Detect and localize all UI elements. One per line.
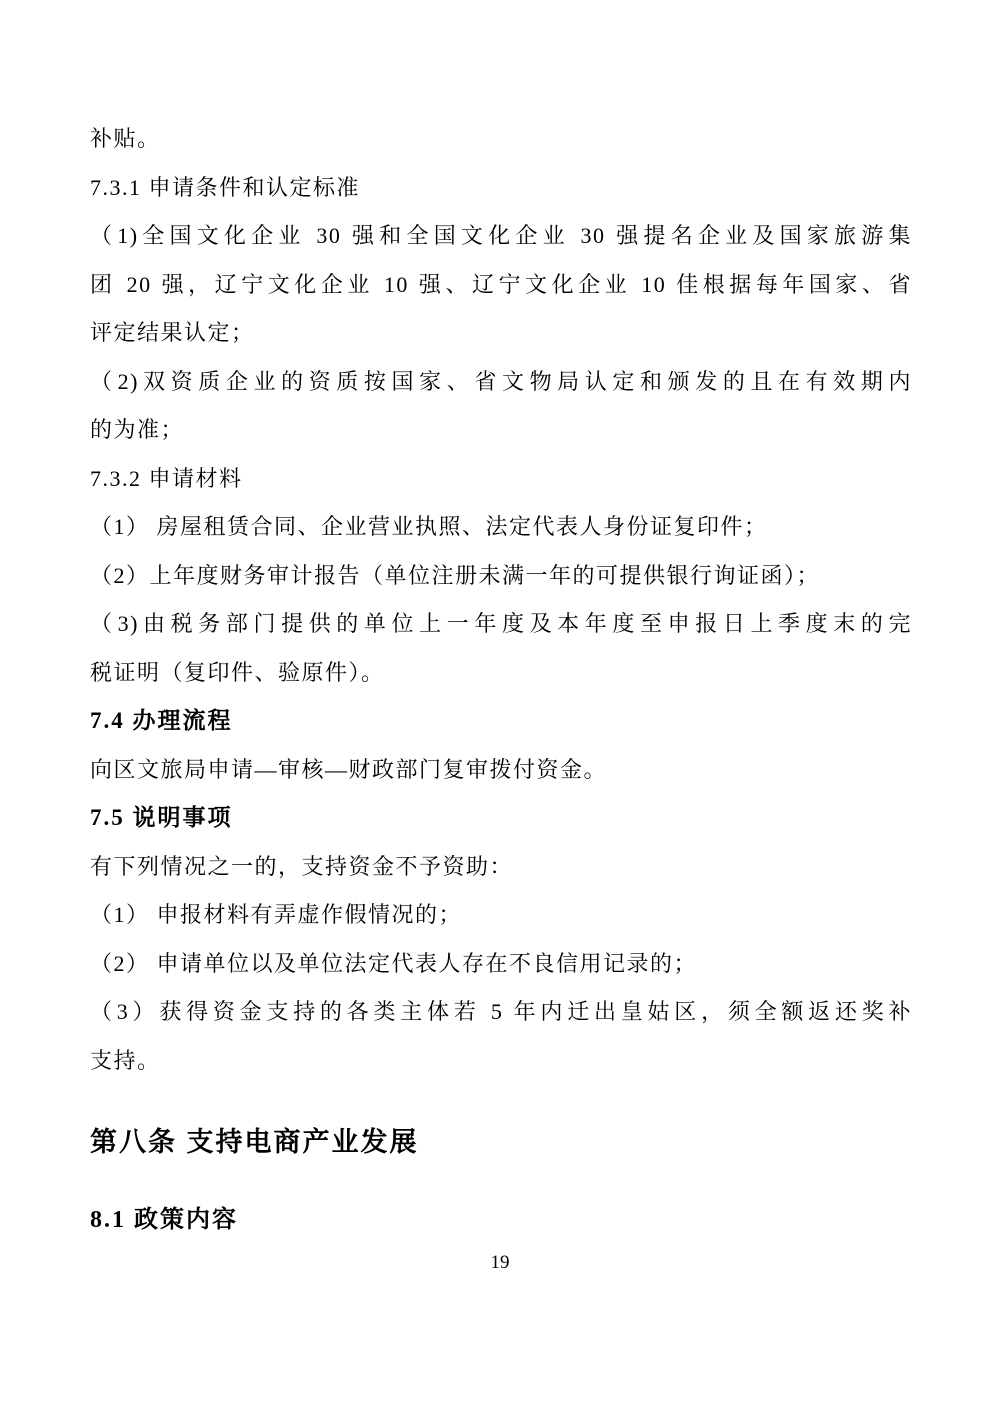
- text-line: 支持。: [90, 1047, 161, 1073]
- text-line: （3）获得资金支持的各类主体若 5 年内迁出皇姑区，须全额返还奖补: [90, 999, 912, 1024]
- chapter-heading: 第八条 支持电商产业发展: [90, 1127, 419, 1157]
- text-line: （1） 申报材料有弄虚作假情况的；: [90, 902, 463, 927]
- text-line: 税证明（复印件、验原件）。: [90, 659, 385, 685]
- text-line: 评定结果认定；: [90, 320, 255, 345]
- text-line: （2） 申请单位以及单位法定代表人存在不良信用记录的；: [90, 950, 698, 976]
- text-line-numbered-heading: 7.3.1 申请条件和认定标准: [90, 174, 361, 200]
- subsection-heading: 7.5 说明事项: [90, 805, 233, 830]
- text-line: （1） 房屋租赁合同、企业营业执照、法定代表人身份证复印件；: [90, 514, 768, 539]
- text-line-numbered-heading: 7.3.2 申请材料: [90, 465, 243, 491]
- text-line: 向区文旅局申请—审核—财政部门复审拨付资金。: [90, 756, 608, 782]
- text-line: 有下列情况之一的，支持资金不予资助：: [90, 853, 514, 879]
- text-line: （2）上年度财务审计报告（单位注册未满一年的可提供银行询证函）；: [90, 562, 821, 588]
- text-line: 的为准；: [90, 417, 185, 442]
- text-line: 补贴。: [90, 126, 161, 151]
- document-body: [90, 115, 912, 1085]
- text-line: 团 20 强，辽宁文化企业 10 强、辽宁文化企业 10 佳根据每年国家、省: [90, 271, 912, 297]
- text-line: （3)由税务部门提供的单位上一年度及本年度至申报日上季度末的完: [90, 611, 912, 636]
- section-heading: 8.1 政策内容: [90, 1207, 238, 1233]
- subsection-heading: 7.4 办理流程: [90, 708, 233, 733]
- page-number: 19: [490, 1252, 510, 1273]
- text-line: （1)全国文化企业 30 强和全国文化企业 30 强提名企业及国家旅游集: [90, 223, 912, 248]
- text-line: （2)双资质企业的资质按国家、省文物局认定和颁发的且在有效期内: [90, 368, 912, 394]
